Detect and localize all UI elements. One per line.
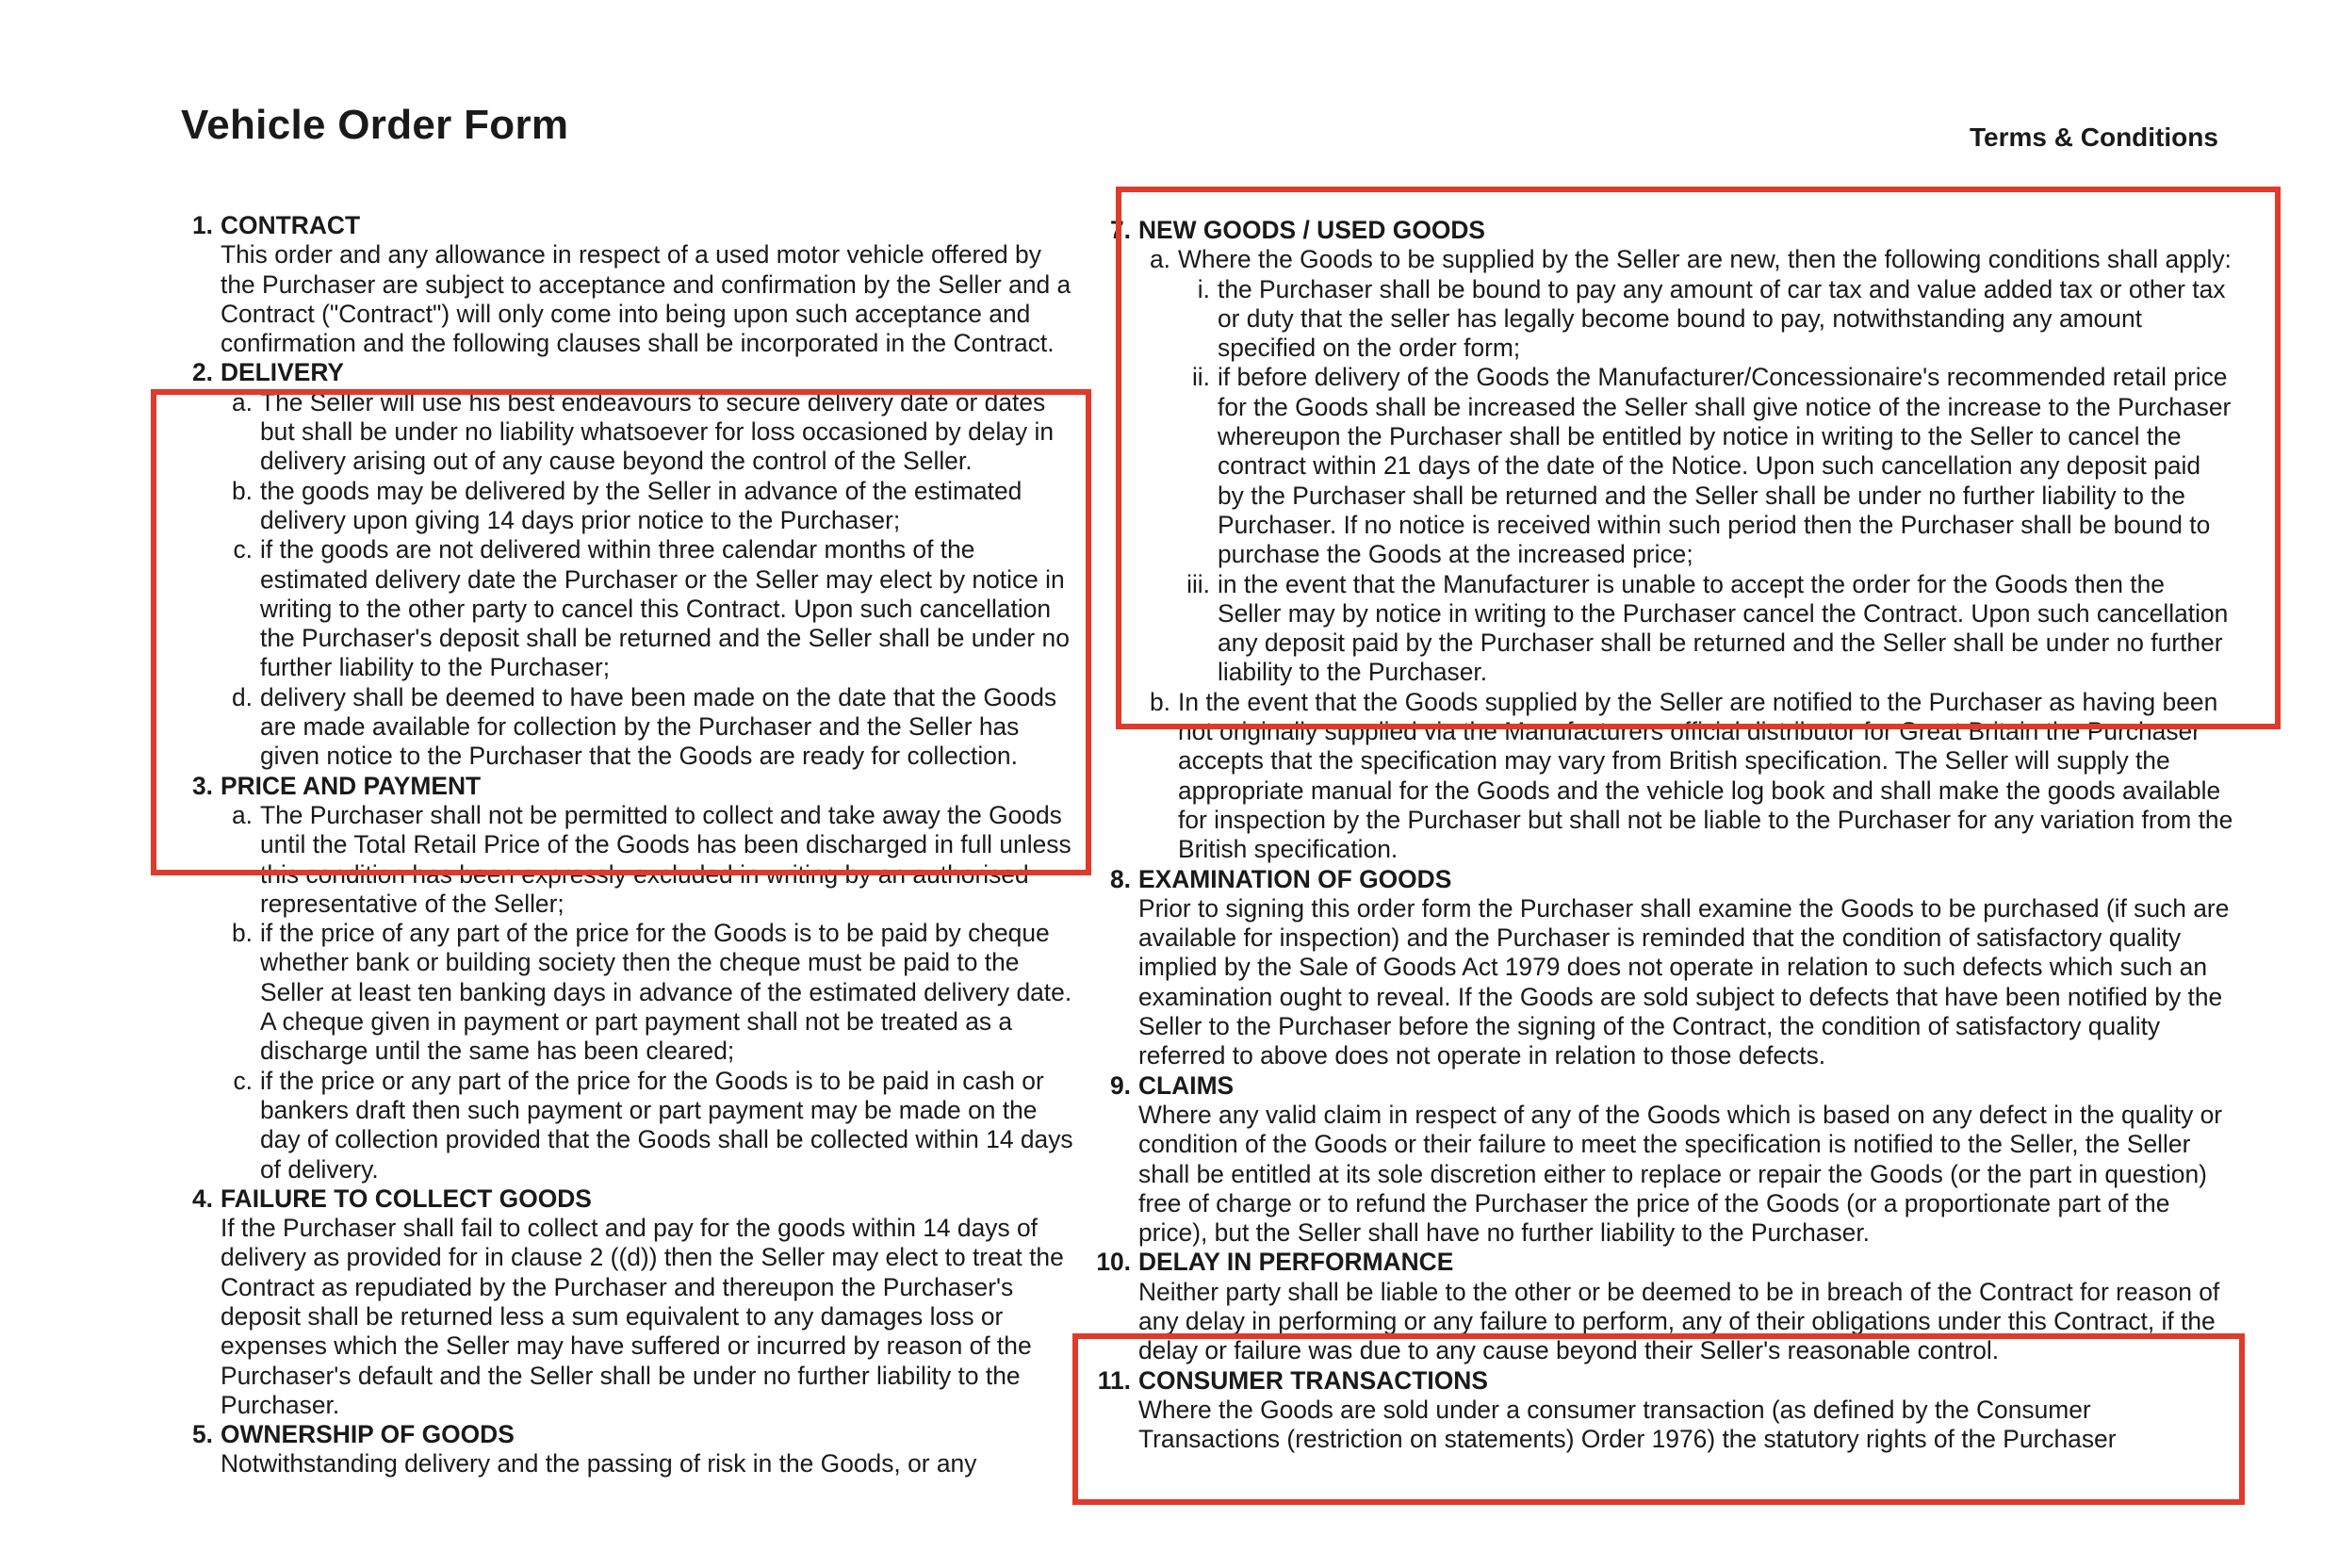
section-text: Where any valid claim in respect of any of the Goods which is based on any defect in the quality or condition of the Goods or their failure to meet the specification is notified to the Seller, the Seller shall be entitled at its sole discretion either to replace or repair the Goods (or the part in question) free of charge or to refund the Purchaser the price of the Goods (or a proportionate part of the price), but the Seller shall have no further liability to the Purchaser. [1138,1100,2223,1248]
section-title: NEW GOODS / USED GOODS [1138,216,1486,244]
section-number: 3. [191,771,213,800]
right-column [1093,216,2233,1454]
section-text: Where the Goods are sold under a consumer transaction (as defined by the Consumer Transactions (restriction on statements) Order 1976) the statutory rights of the Purchaser [1138,1395,2117,1454]
clause-text: The Seller will use his best endeavours to secure delivery date or dates but shall be under no liability whatsoever for loss occasioned by delay in delivery arising out of any cause beyond the control of the Seller. [260,387,1055,476]
clause-item [221,801,1080,919]
clause-label: c. [233,535,253,564]
clause-label: a. [231,800,253,829]
sub-clause-text: in the event that the Manufacturer is unable to accept the order for the Goods then the Seller may by notice in writing to the Purchaser cancel the Contract. Upon such cancellation any deposit paid by the Purchaser shall be returned and the Seller shall be under no further liability to the Purchaser. [1218,569,2229,687]
clause-label: b. [1149,687,1170,716]
section-heading [1093,216,2233,245]
section-ownership-of-goods [175,1420,1080,1479]
clause-item [221,388,1080,477]
section-heading [1093,1366,2233,1396]
section-consumer-transactions [1093,1366,2233,1455]
clause-label: c. [233,1066,253,1095]
section-examination-of-goods [1093,865,2233,1071]
section-title: DELAY IN PERFORMANCE [1138,1248,1454,1277]
clause-text: The Purchaser shall not be permitted to collect and take away the Goods until the Total Retail Price of the Goods has been discharged in full unless this condition has been expressly excluded in writing by an authorised representative of the Seller; [260,800,1071,918]
section-claims [1093,1071,2233,1249]
sub-clause-text: the Purchaser shall be bound to pay any amount of car tax and value added tax or other tax or duty that the seller has legally become bound to pay, notwithstanding any amount specified on the order form; [1218,274,2226,363]
sub-clause-item [1178,363,2233,569]
clause-item [1138,688,2233,865]
section-title: CLAIMS [1138,1070,1235,1100]
section-number: 8. [1109,864,1131,893]
clause-text: the goods may be delivered by the Seller in advance of the estimated delivery upon giving 14 days prior notice to the Purchaser; [260,476,1022,534]
section-delivery [175,358,1080,771]
section-text: This order and any allowance in respect of a used motor vehicle offered by the Purchaser are subject to acceptance and confirmation by the Seller and a Contract ("Contract") will only come into being upon such acceptance and confirmation and the following clauses shall be incorporated in the Contract. [221,240,1071,358]
clause-text: if the price of any part of the price for the Goods is to be paid by cheque whether bank or building society then the cheque must be paid to the Seller at least ten banking days in advance of the estimated delivery date. A cheque given in payment or part payment shall not be treated as a discharge until the same has been cleared; [260,919,1072,1066]
section-title: DELIVERY [221,358,344,387]
clause-text: Where the Goods to be supplied by the Seller are new, then the following conditions shall apply: [1178,245,2232,274]
clause-text: delivery shall be deemed to have been made on the date that the Goods are made available for collection by the Purchaser and the Seller has given notice to the Purchaser that the Goods are ready for collection. [260,682,1057,771]
section-number: 2. [191,358,213,387]
section-delay-in-performance [1093,1248,2233,1365]
section-number: 9. [1109,1070,1131,1100]
sub-clause-label: ii. [1191,363,1210,392]
section-heading [175,772,1080,801]
section-heading [1093,1248,2233,1277]
clause-label: a. [1149,245,1170,274]
sub-clause-text: if before delivery of the Goods the Manufacturer/Concessionaire's recommended retail price for the Goods shall be increased the Seller shall give notice of the increase to the Purchaser whereupon the Purchaser shall be entitled by notice in writing to the Seller to cancel the contract within 21 days of the date of the Notice. Upon such cancellation any deposit paid by the Purchaser shall be returned and the Seller shall be under no further liability to the Purchaser. If no notice is received within such period then the Purchaser shall be bound to purchase the Goods at the increased price; [1218,363,2232,569]
clause-label: b. [231,919,253,948]
clause-text: if the price or any part of the price for the Goods is to be paid in cash or bankers draft then such payment or part payment may be made on the day of collection provided that the Goods shall be collected within 14 days of delivery. [260,1066,1073,1184]
section-price-and-payment [175,772,1080,1184]
clause-label: a. [231,387,253,416]
section-number: 4. [191,1184,213,1213]
section-heading [175,358,1080,387]
section-number: 1. [191,211,213,239]
clause-text: In the event that the Goods supplied by the Seller are notified to the Purchaser as having been not originally supplied via the Manufacturers official distributor for Great Britain the Purchaser accepts that the specification may vary from British specification. The Seller will supply the appropriate manual for the Goods and the vehicle log book and shall make the goods available for inspection by the Purchaser but shall not be liable to the Purchaser for any variation from the British specification. [1178,687,2233,864]
section-heading [1093,1071,2233,1101]
section-title: CONTRACT [221,211,361,239]
clause-item [221,919,1080,1066]
section-text: Notwithstanding delivery and the passing of risk in the Goods, or any [221,1449,977,1478]
section-text: Neither party shall be liable to the other or be deemed to be in breach of the Contract for reason of any delay in performing or any failure to perform, any of their obligations under this Contract, if the delay or failure was due to any cause beyond their Seller's reasonable control. [1138,1277,2220,1365]
section-contract [175,211,1080,358]
section-new-goods-used-goods [1093,216,2233,865]
section-title: CONSUMER TRANSACTIONS [1138,1365,1488,1395]
clause-item [221,1067,1080,1184]
page-subtitle: Terms & Conditions [1970,122,2218,152]
section-heading [175,1184,1080,1214]
section-failure-to-collect-goods [175,1184,1080,1420]
sub-clause-label: i. [1197,274,1210,303]
section-title: EXAMINATION OF GOODS [1138,864,1452,893]
left-column [175,211,1080,1479]
section-heading [1093,865,2233,894]
section-number: 7. [1109,216,1131,244]
section-text: If the Purchaser shall fail to collect and pay for the goods within 14 days of delivery as provided for in clause 2 ((d)) then the Seller may elect to treat the Contract as repudiated by the Purchaser and thereupon the Purchaser's deposit shall be returned less a sum equivalent to any damages loss or expenses which the Seller may have suffered or incurred by reason of the Purchaser's default and the Seller shall be under no further liability to the Purchaser. [221,1214,1064,1419]
section-text: Prior to signing this order form the Purchaser shall examine the Goods to be purchased (if such are available for inspection) and the Purchaser is reminded that the condition of satisfactory quality implied by the Sale of Goods Act 1979 does not operate in relation to such defects which such an examination ought to reveal. If the Goods are sold subject to defects that have been notified by the Seller to the Purchaser before the signing of the Contract, the condition of satisfactory quality referred to above does not operate in relation to those defects. [1138,893,2230,1070]
clause-label: d. [231,682,253,711]
sub-clause-item [1178,570,2233,688]
section-title: PRICE AND PAYMENT [221,771,482,800]
clause-item [221,535,1080,682]
sub-clause-item [1178,275,2233,364]
section-title: FAILURE TO COLLECT GOODS [221,1184,592,1213]
sub-clause-label: iii. [1186,569,1210,598]
section-number: 11. [1097,1365,1131,1395]
clause-label: b. [231,476,253,505]
section-title: OWNERSHIP OF GOODS [221,1420,515,1449]
clause-text: if the goods are not delivered within three calendar months of the estimated delivery date the Purchaser or the Seller may elect by notice in writing to the other party to cancel this Contract. Upon such cancellation the Purchaser's deposit shall be returned and the Seller shall be under no further liability to the Purchaser; [260,535,1070,682]
clause-item [1138,245,2233,687]
section-heading [175,1420,1080,1449]
section-number: 5. [191,1420,213,1449]
clause-item [221,683,1080,772]
page-title: Vehicle Order Form [181,102,569,148]
clause-item [221,477,1080,536]
section-number: 10. [1096,1248,1131,1277]
section-heading [175,211,1080,240]
